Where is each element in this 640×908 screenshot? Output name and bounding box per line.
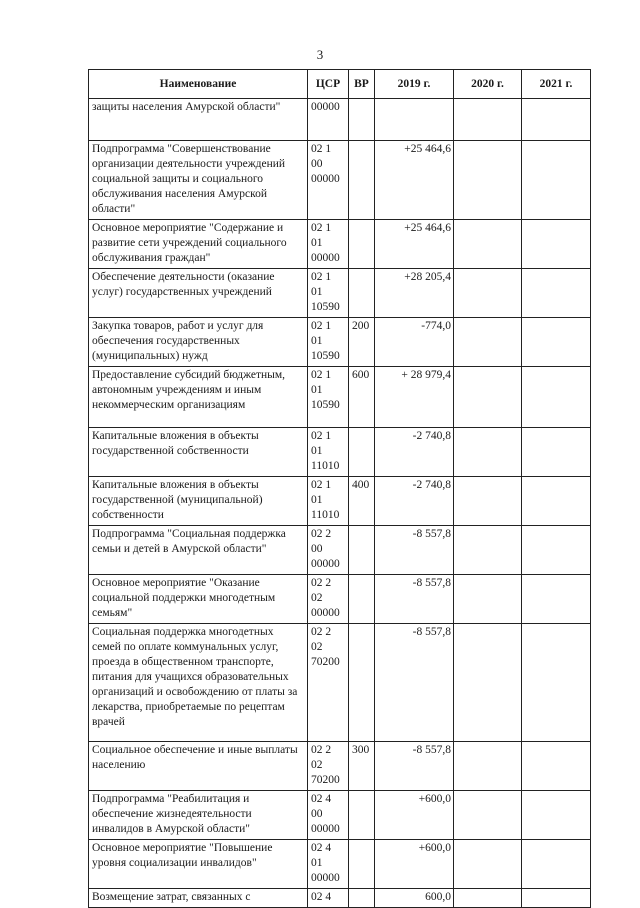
csr-code-part: 02 1 <box>311 369 332 381</box>
row-2020-cell <box>454 428 522 477</box>
row-2021-cell <box>522 99 591 141</box>
csr-code-part: 00000 <box>311 872 340 884</box>
row-vr-cell <box>349 840 375 889</box>
row-csr-cell <box>308 575 349 624</box>
row-2021-cell <box>522 428 591 477</box>
row-csr-cell <box>308 840 349 889</box>
row-vr-cell <box>349 99 375 141</box>
table-row <box>89 840 591 889</box>
row-csr-cell <box>308 99 349 141</box>
row-csr-cell <box>308 318 349 367</box>
row-2019-cell: +600,0 <box>375 791 454 840</box>
row-name-cell: Подпрограмма "Социальная поддержка семьи и детей в Амурской области" <box>89 526 308 575</box>
row-2021-cell <box>522 141 591 220</box>
row-2019-cell: -8 557,8 <box>375 624 454 742</box>
row-vr-cell <box>349 791 375 840</box>
row-2019-cell: -8 557,8 <box>375 575 454 624</box>
row-vr-cell <box>349 575 375 624</box>
row-name-cell: Подпрограмма "Совершенствование организации деятельности учреждений социальной защиты и социального обслуживания населения Амурской области" <box>89 141 308 220</box>
header-name: Наименование <box>89 70 308 99</box>
row-name-cell: Основное мероприятие "Оказание социальной поддержки многодетным семьям" <box>89 575 308 624</box>
csr-code-part: 02 1 <box>311 430 332 442</box>
header-vr: ВР <box>349 70 375 99</box>
row-vr-cell: 400 <box>349 477 375 526</box>
csr-code-part: 00 <box>311 808 323 820</box>
row-2020-cell <box>454 318 522 367</box>
budget-table <box>88 69 591 908</box>
table-row <box>89 220 591 269</box>
table-row <box>89 791 591 840</box>
row-2021-cell <box>522 526 591 575</box>
table-row <box>89 742 591 791</box>
row-2021-cell <box>522 318 591 367</box>
row-2020-cell <box>454 220 522 269</box>
row-2021-cell <box>522 575 591 624</box>
row-name-cell: Подпрограмма "Реабилитация и обеспечение жизнедеятельности инвалидов в Амурской области" <box>89 791 308 840</box>
row-name-cell: Предоставление субсидий бюджетным, автономным учреждениям и иным некоммерческим организациям <box>89 367 308 428</box>
header-2021: 2021 г. <box>522 70 591 99</box>
csr-code-part: 02 2 <box>311 577 332 589</box>
csr-code-part: 70200 <box>311 774 340 786</box>
csr-code-part: 11010 <box>311 509 340 521</box>
row-2020-cell <box>454 840 522 889</box>
csr-code-part: 01 <box>311 494 323 506</box>
table-row <box>89 99 591 141</box>
csr-code-part: 02 1 <box>311 320 332 332</box>
row-vr-cell <box>349 428 375 477</box>
row-2020-cell <box>454 99 522 141</box>
row-vr-cell <box>349 624 375 742</box>
row-2019-cell: + 28 979,4 <box>375 367 454 428</box>
csr-code-part: 02 4 <box>311 891 332 903</box>
csr-code-part: 01 <box>311 857 323 869</box>
row-2019-cell: +25 464,6 <box>375 220 454 269</box>
csr-code-part: 02 1 <box>311 271 332 283</box>
csr-code-part: 02 <box>311 759 323 771</box>
table-row <box>89 318 591 367</box>
row-vr-cell <box>349 526 375 575</box>
row-2019-cell <box>375 99 454 141</box>
row-name-cell: Обеспечение деятельности (оказание услуг) государственных учреждений <box>89 269 308 318</box>
row-csr-cell <box>308 141 349 220</box>
table-row <box>89 269 591 318</box>
row-csr-cell <box>308 269 349 318</box>
csr-code-part: 01 <box>311 286 323 298</box>
row-csr-cell <box>308 367 349 428</box>
csr-code-part: 10590 <box>311 301 340 313</box>
csr-code-part: 02 <box>311 592 323 604</box>
row-2019-cell: -2 740,8 <box>375 428 454 477</box>
row-name-cell: Основное мероприятие "Повышение уровня социализации инвалидов" <box>89 840 308 889</box>
row-2020-cell <box>454 367 522 428</box>
csr-code-part: 02 1 <box>311 479 332 491</box>
row-vr-cell <box>349 269 375 318</box>
row-2020-cell <box>454 477 522 526</box>
csr-code-part: 02 1 <box>311 143 332 155</box>
csr-code-part: 00 <box>311 543 323 555</box>
row-2019-cell: +25 464,6 <box>375 141 454 220</box>
row-name-cell: защиты населения Амурской области" <box>89 99 308 141</box>
row-csr-cell <box>308 477 349 526</box>
row-2020-cell <box>454 742 522 791</box>
row-2020-cell <box>454 624 522 742</box>
row-csr-cell <box>308 526 349 575</box>
row-2019-cell: -774,0 <box>375 318 454 367</box>
row-csr-cell <box>308 742 349 791</box>
row-2020-cell <box>454 791 522 840</box>
row-vr-cell: 200 <box>349 318 375 367</box>
row-2019-cell: 600,0 <box>375 889 454 908</box>
row-2020-cell <box>454 141 522 220</box>
table-row <box>89 477 591 526</box>
row-2021-cell <box>522 742 591 791</box>
page-number: 3 <box>316 47 324 62</box>
row-2019-cell: -2 740,8 <box>375 477 454 526</box>
csr-code-part: 10590 <box>311 350 340 362</box>
row-name-cell: Капитальные вложения в объекты государственной собственности <box>89 428 308 477</box>
header-csr: ЦСР <box>308 70 349 99</box>
csr-code-part: 02 2 <box>311 626 332 638</box>
row-2019-cell: -8 557,8 <box>375 526 454 575</box>
row-2021-cell <box>522 367 591 428</box>
csr-code-part: 11010 <box>311 460 340 472</box>
table-row <box>89 428 591 477</box>
row-name-cell: Закупка товаров, работ и услуг для обеспечения государственных (муниципальных) нужд <box>89 318 308 367</box>
row-2021-cell <box>522 840 591 889</box>
row-vr-cell: 300 <box>349 742 375 791</box>
csr-code-part: 00000 <box>311 558 340 570</box>
row-2021-cell <box>522 477 591 526</box>
row-2021-cell <box>522 269 591 318</box>
csr-code-part: 10590 <box>311 399 340 411</box>
csr-code-part: 00000 <box>311 173 340 185</box>
csr-code-part: 01 <box>311 384 323 396</box>
row-2021-cell <box>522 220 591 269</box>
row-2020-cell <box>454 526 522 575</box>
csr-code-part: 01 <box>311 335 323 347</box>
csr-code-part: 70200 <box>311 656 340 668</box>
row-2021-cell <box>522 624 591 742</box>
row-2019-cell: +600,0 <box>375 840 454 889</box>
table-row <box>89 367 591 428</box>
table-row <box>89 141 591 220</box>
table-body <box>89 99 591 908</box>
csr-code-part: 01 <box>311 237 323 249</box>
csr-code-part: 00000 <box>311 607 340 619</box>
row-vr-cell <box>349 220 375 269</box>
header-2019: 2019 г. <box>375 70 454 99</box>
csr-code-part: 02 4 <box>311 793 332 805</box>
row-name-cell: Основное мероприятие "Содержание и развитие сети учреждений социального обслуживания граждан" <box>89 220 308 269</box>
csr-code-part: 02 2 <box>311 744 332 756</box>
row-csr-cell <box>308 624 349 742</box>
csr-code-part: 01 <box>311 445 323 457</box>
csr-code-part: 02 2 <box>311 528 332 540</box>
row-vr-cell: 600 <box>349 367 375 428</box>
header-2020: 2020 г. <box>454 70 522 99</box>
row-2020-cell <box>454 269 522 318</box>
row-2019-cell: -8 557,8 <box>375 742 454 791</box>
row-2020-cell <box>454 575 522 624</box>
csr-code-part: 00000 <box>311 101 340 113</box>
table-header-row <box>89 70 591 99</box>
csr-code-part: 02 4 <box>311 842 332 854</box>
row-name-cell: Капитальные вложения в объекты государственной (муниципальной) собственности <box>89 477 308 526</box>
table-row <box>89 575 591 624</box>
csr-code-part: 00000 <box>311 252 340 264</box>
row-vr-cell <box>349 141 375 220</box>
table-row <box>89 526 591 575</box>
row-2021-cell <box>522 791 591 840</box>
csr-code-part: 00 <box>311 158 323 170</box>
csr-code-part: 02 <box>311 641 323 653</box>
row-csr-cell <box>308 428 349 477</box>
row-name-cell: Социальная поддержка многодетных семей по оплате коммунальных услуг, проезда в общественном транспорте, питания для учащихся образовательных организаций и освобождению от платы за лекарства, приобретаемые по рецептам врачей <box>89 624 308 742</box>
row-name-cell: Социальное обеспечение и иные выплаты населению <box>89 742 308 791</box>
row-csr-cell <box>308 220 349 269</box>
csr-code-part: 02 1 <box>311 222 332 234</box>
table-row <box>89 624 591 742</box>
csr-code-part: 00000 <box>311 823 340 835</box>
row-csr-cell <box>308 791 349 840</box>
row-name-cell: Возмещение затрат, связанных с <box>89 889 308 908</box>
row-2019-cell: +28 205,4 <box>375 269 454 318</box>
